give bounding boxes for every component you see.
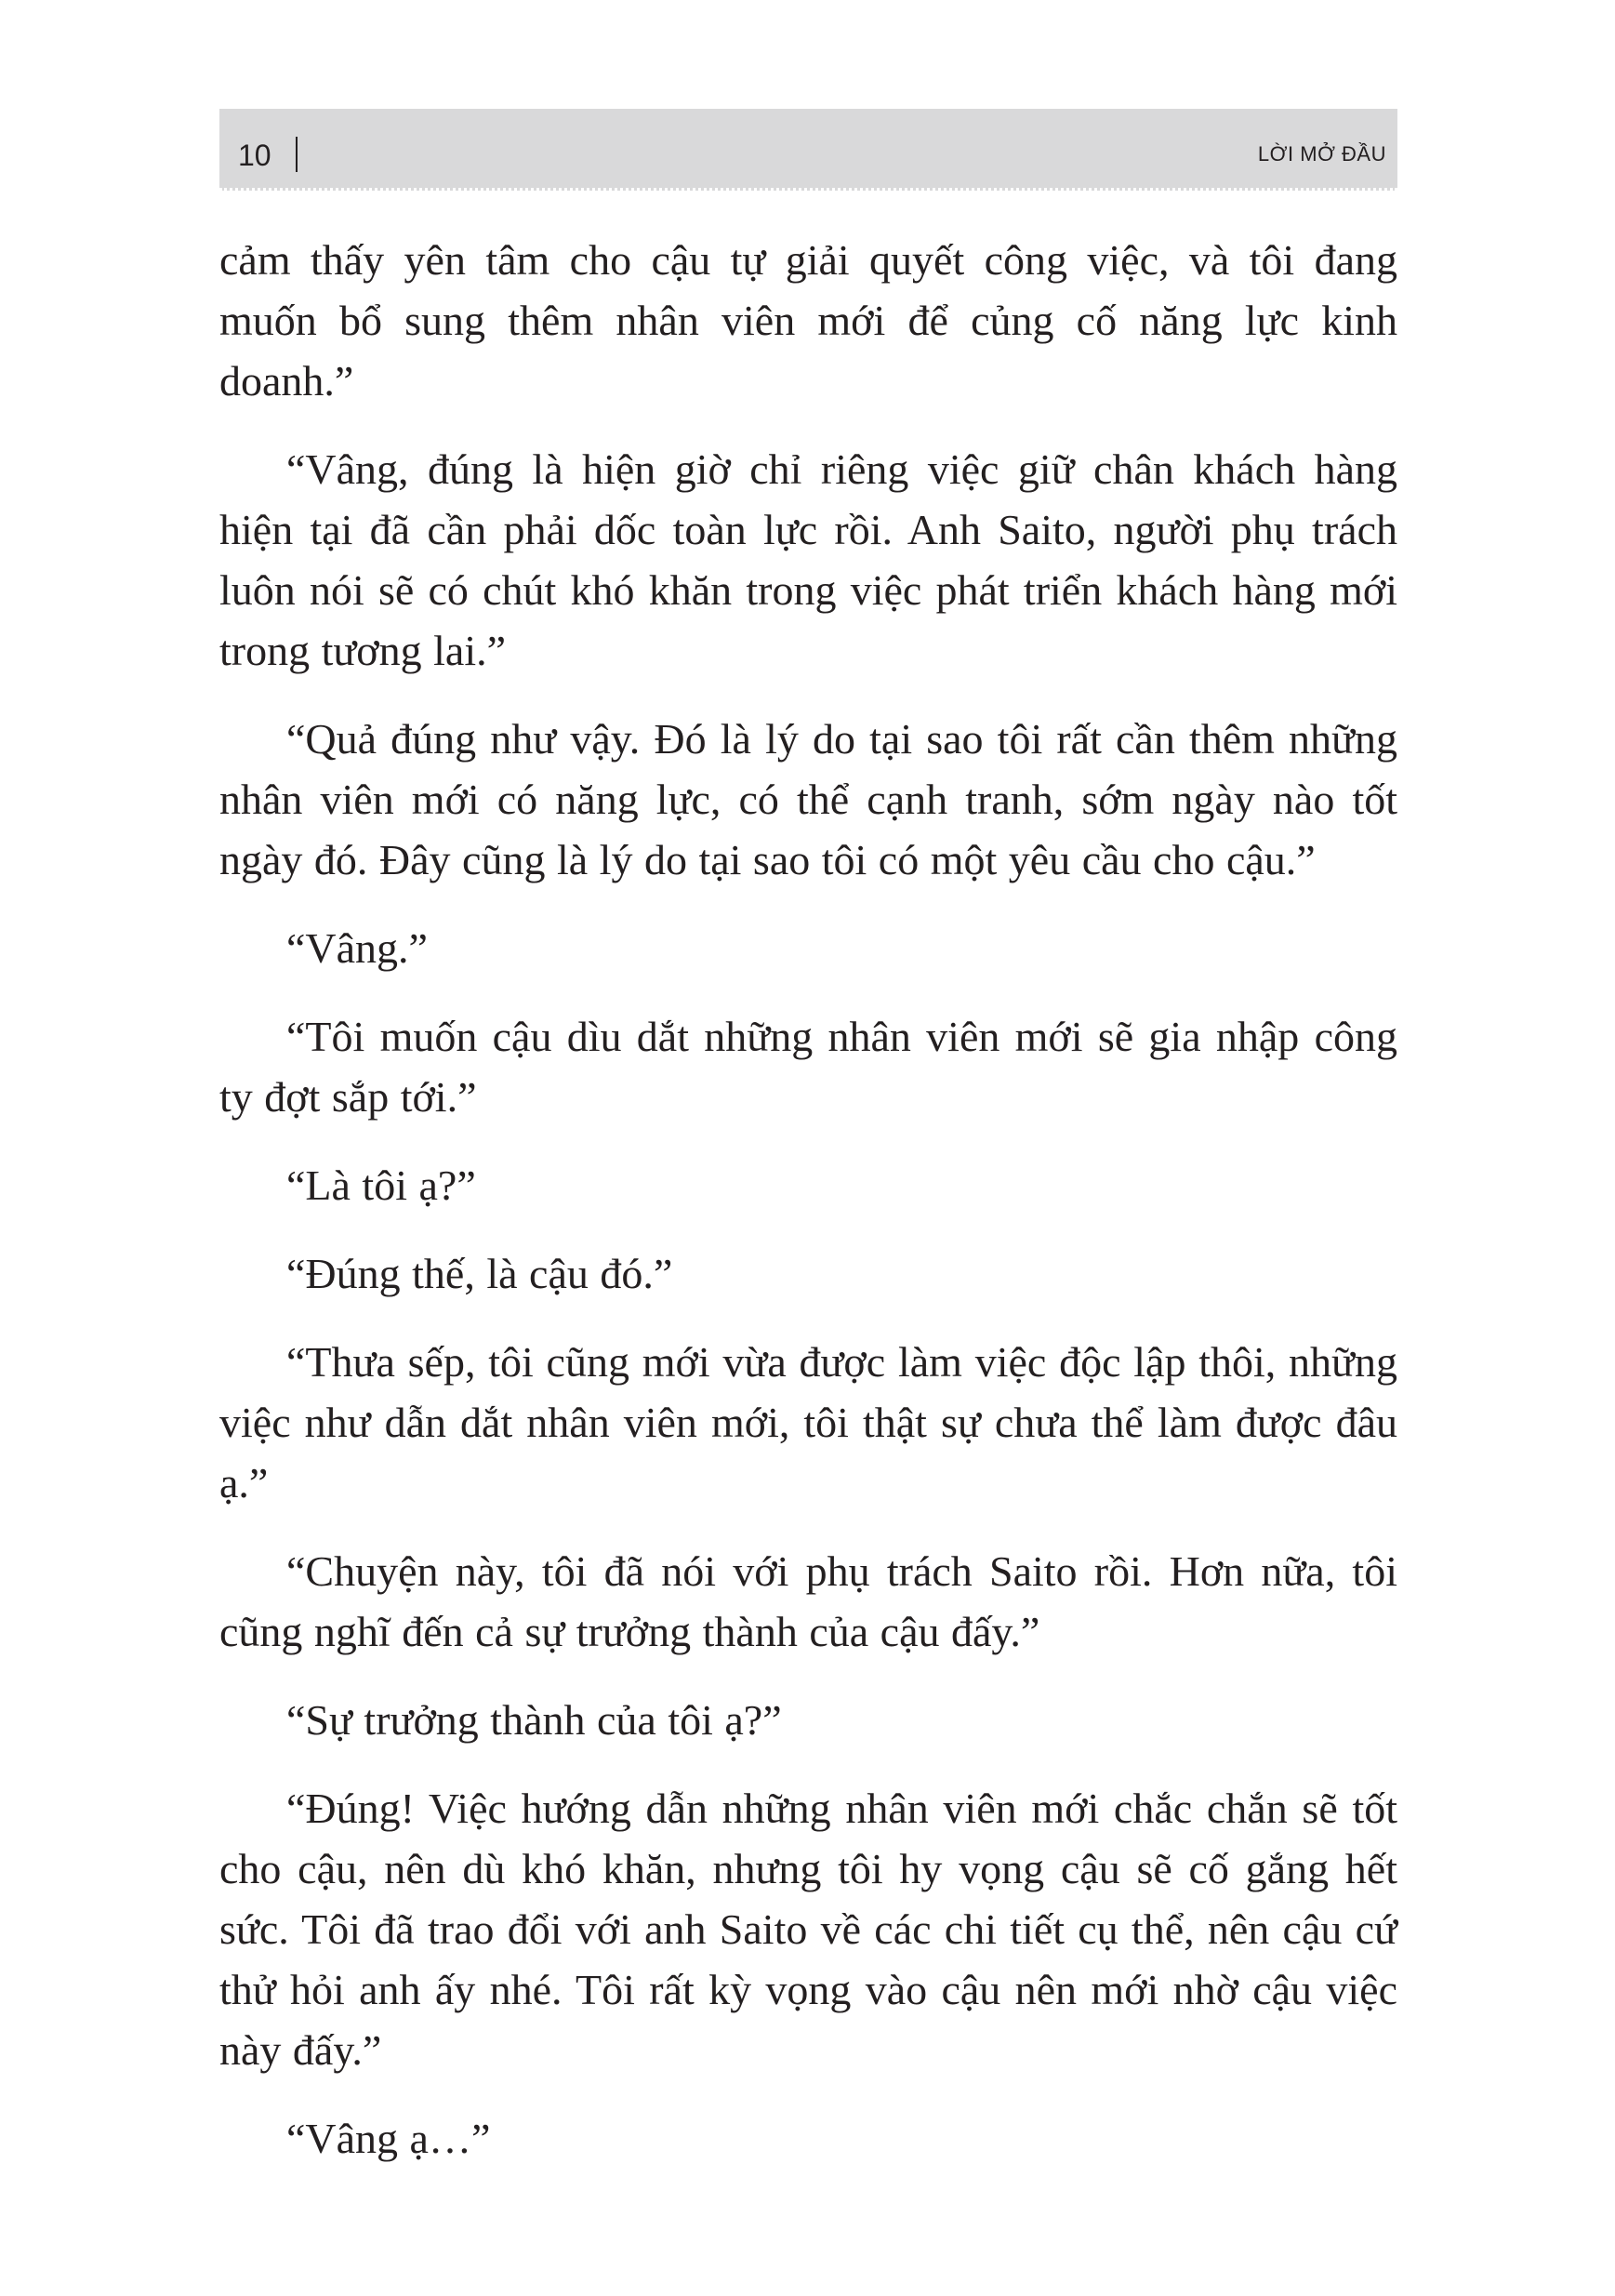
paragraph: “Là tôi ạ?” <box>286 1161 476 1209</box>
paragraph: “Vâng.” <box>286 924 428 972</box>
paragraph: “Chuyện này, tôi đã nói với phụ trách Saito rồi. Hơn nữa, tôi cũng nghĩ đến cả sự trưởng thành của cậu đấy.” <box>219 1547 1397 1655</box>
paragraph: “Vâng ạ…” <box>286 2115 491 2162</box>
running-title: LỜI MỞ ĐẦU <box>1257 142 1386 166</box>
paragraph: “Tôi muốn cậu dìu dắt những nhân viên mới sẽ gia nhập công ty đợt sắp tới.” <box>219 1013 1397 1121</box>
paragraph: “Đúng! Việc hướng dẫn những nhân viên mới chắc chắn sẽ tốt cho cậu, nên dù khó khăn, nhưng tôi hy vọng cậu sẽ cố gắng hết sức. Tôi đã trao đổi với anh Saito về các chi tiết cụ thể, nên cậu cứ thử hỏi anh ấy nhé. Tôi rất kỳ vọng vào cậu nên mới nhờ cậu việc này đấy.” <box>219 1785 1397 2074</box>
paragraph: “Thưa sếp, tôi cũng mới vừa được làm việc độc lập thôi, những việc như dẫn dắt nhân viên mới, tôi thật sự chưa thể làm được đâu ạ.” <box>219 1338 1397 1506</box>
paragraph: “Vâng, đúng là hiện giờ chỉ riêng việc giữ chân khách hàng hiện tại đã cần phải dốc toàn lực rồi. Anh Saito, người phụ trách luôn nói sẽ có chút khó khăn trong việc phát triển khách hàng mới trong tương lai.” <box>219 445 1397 674</box>
header-divider <box>296 137 298 172</box>
paragraph: “Đúng thế, là cậu đó.” <box>286 1250 673 1297</box>
body-text <box>219 230 1397 2196</box>
page-header <box>219 109 1397 191</box>
page-number: 10 <box>238 139 271 172</box>
paragraph: “Sự trưởng thành của tôi ạ?” <box>286 1696 782 1744</box>
paragraph: “Quả đúng như vậy. Đó là lý do tại sao tôi rất cần thêm những nhân viên mới có năng lực, có thể cạnh tranh, sớm ngày nào tốt ngày đó. Đây cũng là lý do tại sao tôi có một yêu cầu cho cậu.” <box>219 715 1397 883</box>
paragraph: cảm thấy yên tâm cho cậu tự giải quyết công việc, và tôi đang muốn bổ sung thêm nhân viên mới để củng cố năng lực kinh doanh.” <box>219 236 1397 405</box>
